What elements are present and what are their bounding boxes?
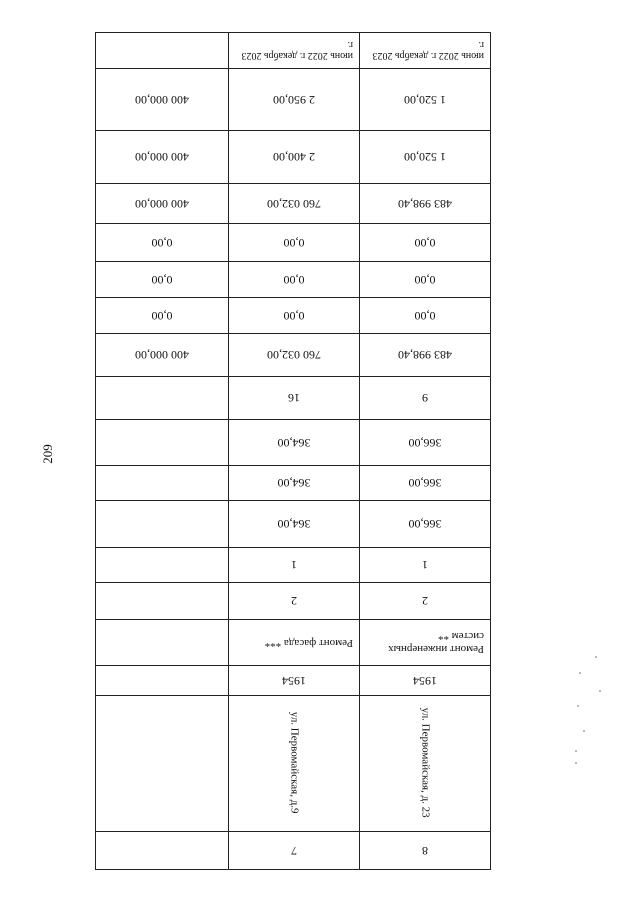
- table-row: [96, 583, 491, 620]
- amount-cell: 2 950,00: [229, 69, 360, 131]
- value-cell: 2: [360, 583, 491, 620]
- period-cell: июнь 2022 г. декабрь 2023 г.: [360, 33, 491, 69]
- address-cell: [229, 696, 360, 832]
- table-row: [96, 420, 491, 466]
- page-number: 209: [40, 444, 55, 464]
- table-row: [96, 696, 491, 832]
- amount-cell: 0,00: [229, 224, 360, 262]
- value-cell: 9: [360, 377, 491, 420]
- table-row: [96, 620, 491, 666]
- amount-cell: 0,00: [229, 262, 360, 298]
- amount-cell: 483 998,40: [360, 184, 491, 224]
- amount-cell: 1 520,00: [360, 131, 491, 184]
- amount-cell: 2 400,00: [229, 131, 360, 184]
- empty-cell: [96, 666, 229, 696]
- table-row: [96, 69, 491, 131]
- table-row: [96, 262, 491, 298]
- table-row: [96, 501, 491, 548]
- amount-cell: 483 998,40: [360, 334, 491, 377]
- value-cell: 364,00: [229, 501, 360, 548]
- amount-cell: 0,00: [229, 298, 360, 334]
- period-cell: июнь 2022 г. декабрь 2023 г.: [229, 33, 360, 69]
- amount-cell: 0,00: [360, 224, 491, 262]
- value-cell: 2: [229, 583, 360, 620]
- table-row: [96, 334, 491, 377]
- value-cell: 1: [229, 548, 360, 583]
- amount-cell: 400 000,00: [96, 131, 229, 184]
- amount-cell: 760 032,00: [229, 184, 360, 224]
- table-row: [96, 466, 491, 501]
- amount-cell: 400 000,00: [96, 334, 229, 377]
- address-cell: [360, 696, 491, 832]
- address-text: ул. Первомайская, д. 23: [419, 707, 432, 818]
- work-type-cell: Ремонт фасада ***: [229, 620, 360, 666]
- value-cell: 366,00: [360, 420, 491, 466]
- table-row: [96, 832, 491, 870]
- empty-cell: [96, 501, 229, 548]
- row-number-cell: 7: [229, 832, 360, 870]
- empty-cell: [96, 466, 229, 501]
- value-cell: 366,00: [360, 466, 491, 501]
- year-cell: 1954: [360, 666, 491, 696]
- amount-cell: 400 000,00: [96, 69, 229, 131]
- work-type-cell: Ремонт инженерных систем **: [360, 620, 491, 666]
- table-row: [96, 184, 491, 224]
- value-cell: 364,00: [229, 420, 360, 466]
- value-cell: 366,00: [360, 501, 491, 548]
- value-cell: 1: [360, 548, 491, 583]
- table-row: [96, 548, 491, 583]
- amount-cell: 0,00: [360, 262, 491, 298]
- empty-cell: [96, 377, 229, 420]
- capital-repair-table: [95, 32, 491, 870]
- empty-cell: [96, 832, 229, 870]
- empty-cell: [96, 583, 229, 620]
- amount-cell: 400 000,00: [96, 184, 229, 224]
- amount-cell: 0,00: [96, 262, 229, 298]
- scan-artifacts: [575, 650, 605, 770]
- value-cell: 16: [229, 377, 360, 420]
- row-number-cell: 8: [360, 832, 491, 870]
- empty-cell: [96, 696, 229, 832]
- amount-cell: 760 032,00: [229, 334, 360, 377]
- amount-cell: 0,00: [96, 298, 229, 334]
- table-row: [96, 377, 491, 420]
- amount-cell: 0,00: [360, 298, 491, 334]
- amount-cell: 0,00: [96, 224, 229, 262]
- rotated-table: [95, 32, 490, 860]
- empty-cell: [96, 620, 229, 666]
- amount-cell: 1 520,00: [360, 69, 491, 131]
- year-cell: 1954: [229, 666, 360, 696]
- table-row: [96, 298, 491, 334]
- table-row: [96, 131, 491, 184]
- empty-cell: [96, 420, 229, 466]
- table-row: [96, 224, 491, 262]
- empty-cell: [96, 548, 229, 583]
- value-cell: 364,00: [229, 466, 360, 501]
- empty-cell: [96, 33, 229, 69]
- table-row: [96, 666, 491, 696]
- address-text: ул. Первомайская, д.9: [288, 711, 301, 814]
- table-row: [96, 33, 491, 69]
